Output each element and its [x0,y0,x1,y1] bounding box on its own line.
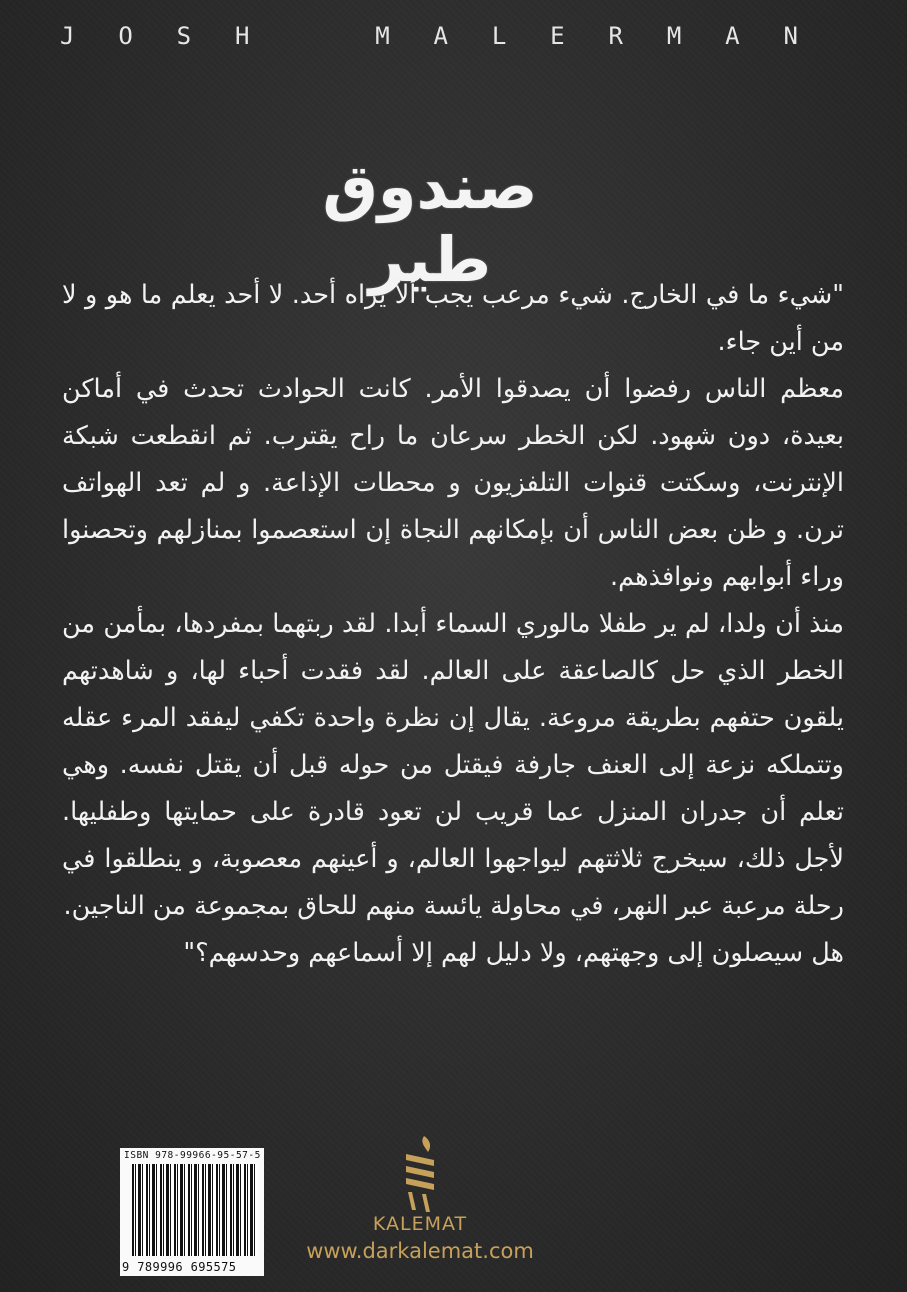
author-letter: A [433,22,450,50]
publisher-website: www.darkalemat.com [306,1239,534,1263]
author-letter: H [234,22,252,50]
blurb-paragraph: "شيء ما في الخارج. شيء مرعب يجب ألاّ يراه أحد. لا أحد يعلم ما هو و لا من أين جاء. [62,280,844,357]
author-name [60,22,800,50]
author-letter: M [666,22,684,50]
author-letter: M [375,22,392,50]
author-letter: S [176,22,194,50]
author-letter: L [491,22,509,50]
author-letter: O [118,22,135,50]
isbn-barcode [120,1148,264,1276]
publisher-name: KALEMAT [372,1213,468,1235]
author-letter: A [725,22,742,50]
blurb-paragraph: منذ أن ولدا، لم ير طفلا مالوري السماء أبدا. لقد ربتهما بمفردها، بمأمن من الخطر الذي حل كالصاعقة على العالم. لقد فقدت أحباء لها، و شاهدتهم يلقون حتفهم بطريقة مروعة. يقال إن نظرة واحدة تكفي ليفقد المرء عقله وتتملكه نزعة إلى العنف جارفة فيقتل من حوله قبل أن يقتل نفسه. وهي تعلم أن جدران المنزل عما قريب لن تعود قادرة على حمايتها وطفليها. لأجل ذلك، سيخرج ثلاثتهم ليواجهوا العالم، و أعينهم معصوبة، و ينطلقوا في رحلة مرعبة عبر النهر، في محاولة يائسة منهم للحاق بمجموعة من الناجين. [62,609,844,921]
blurb-paragraph: هل سيصلون إلى وجهتهم، ولا دليل لهم إلا أسماعهم وحدسهم؟" [183,938,844,968]
author-letter: R [608,22,625,50]
blurb-paragraph: معظم الناس رفضوا أن يصدقوا الأمر. كانت الحوادث تحدث في أماكن بعيدة، دون شهود. لكن الخطر سرعان ما راح يقترب. ثم انقطعت شبكة الإنترنت، وسكتت قنوات التلفزيون و محطات الإذاعة. و لم تعد الهواتف ترن. و ظن بعض الناس أن بإمكانهم النجاة إن استعصموا بمنازلهم وتحصنوا وراء أبوابهم ونوافذهم. [62,374,844,592]
barcode-bars [132,1164,258,1256]
barcode-digits: 9 789996 695575 [122,1260,237,1274]
author-letter: N [783,22,800,50]
book-title: صندوق طير [322,150,538,296]
publisher-logo-icon [394,1130,444,1216]
isbn-number: ISBN 978-99966-95-57-5 [124,1150,261,1161]
author-letter: J [60,22,77,50]
author-letter: E [550,22,567,50]
blurb-text [62,272,844,977]
